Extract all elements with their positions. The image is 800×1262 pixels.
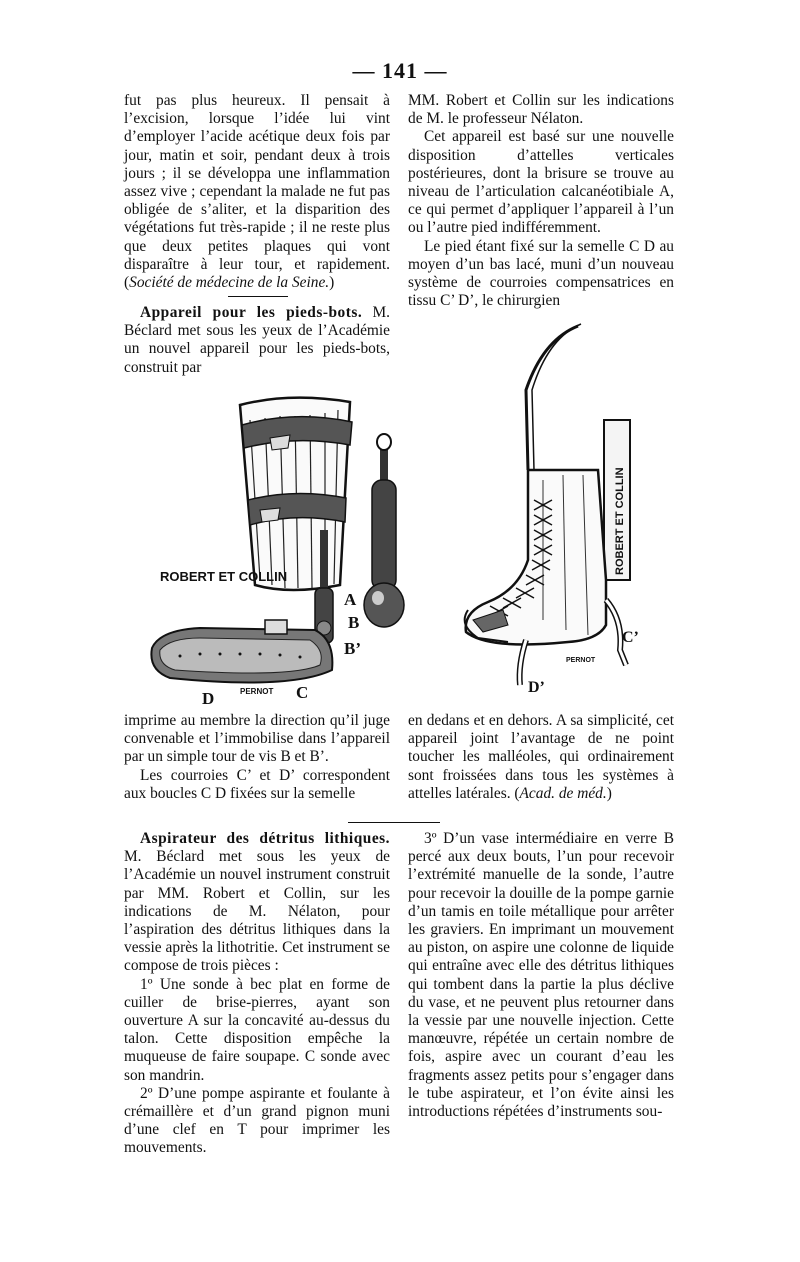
label-c-prime: C’ (622, 629, 639, 646)
section-rule (228, 296, 288, 297)
boot-illustration (448, 320, 668, 700)
label-c: C (296, 683, 309, 702)
item-pompe: 2º D’une pompe aspirante et foulante à crémaillère et d’un grand pignon muni d’une clef en T pour imprimer les mouvements. (124, 1084, 390, 1157)
heading-pieds-bots: Appareil pour les pieds-bots. (140, 304, 363, 321)
item-sonde: 1º Une sonde à bec plat en forme de cuiller de brise-pierres, ayant son ouverture A sur la concavité au-dessus du talon. Cette disposition empêche la muqueuse de faire soupape. C sonde avec son mandrin. (124, 975, 390, 1084)
citation-societe: Société de médecine de la Seine. (129, 274, 330, 292)
label-b: B (348, 613, 360, 632)
brace-illustration (140, 380, 420, 710)
paragraph-en-dedans: en dedans et en dehors. A sa simplicité, cet appareil joint l’avantage de ne point toucher les malléoles, qui ordinairement sont froissées dans tous les systèmes à attelles latérales. (Acad. de méd.) (408, 712, 674, 802)
top-left-column (124, 92, 390, 292)
bottom-right-column (408, 830, 674, 1121)
heading-aspirateur: Aspirateur des détritus lithiques. (140, 830, 390, 847)
label-d: D (202, 689, 215, 708)
brace-maker-label: ROBERT ET COLLIN (160, 569, 288, 584)
boot-maker-label: ROBERT ET COLLIN (614, 467, 626, 575)
item-vase: 3º D’un vase intermédiaire en verre B percé aux deux bouts, l’un pour recevoir l’extrémité manuelle de la sonde, l’autre pour recevoir la douille de la pompe garnie d’un tamis en toile métallique pour arrêter les graviers. En imprimant un mouvement au piston, on aspire une colonne de liquide qui entraîne avec elle des détritus lithiques qui tombent dans la partie la plus déclive du vase, et ne peuvent plus retourner dans la vessie par une nouvelle injection. Cette manœuvre, répétée un certain nombre de fois, aspire avec un courant d’eau les fragments assez petits pour s’engager dans le tube aspirateur, et l’on évite ainsi les introductions répétées d’instruments sou- (408, 830, 674, 1121)
label-a: A (344, 590, 357, 609)
paragraph-courroies: Les courroies C’ et D’ correspondent aux boucles C D fixées sur la semelle (124, 766, 390, 802)
middle-right-column (408, 712, 674, 803)
paragraph-excision: fut pas plus heureux. Il pensait à l’excision, lorsque l’idée lui vint d’employer l’acide acétique deux fois par jour, matin et soir, pendant deux à trois jours ; il se développa une inflammation assez vive ; cependant la malade ne fut pas obligée de s’aliter, et la disparition des végétations fut très-rapide ; il ne reste plus que deux petites plaques qui vont disparaître à leur tour, et rapidement. (Société de médecine de la Seine.) (124, 92, 390, 292)
citation-acad: Acad. de méd. (519, 784, 607, 802)
paragraph-robert-collin: MM. Robert et Collin sur les indications de M. le professeur Nélaton. (408, 92, 674, 128)
middle-left-column (124, 712, 390, 803)
section-divider (348, 822, 440, 823)
paragraph-appareil: Cet appareil est basé sur une nouvelle disposition d’attelles verticales postérieures, dont la brisure se trouve au niveau de l’articulation calcanéotibiale A, ce qui permet d’appliquer l’appareil à l’un ou l’autre pied indifféremment. (408, 128, 674, 237)
pieds-bots-section: Appareil pour les pieds-bots. M. Béclard met sous les yeux de l’Académie un nouvel appareil pour les pieds-bots, construit par (124, 304, 390, 376)
brace-engraver-label: PERNOT (240, 687, 274, 696)
top-right-column (408, 92, 674, 310)
boot-engraver-label: PERNOT (566, 657, 596, 664)
page-number: — 141 — (352, 58, 448, 83)
bottom-left-column: Aspirateur des détritus lithiques. M. Béclard met sous les yeux de l’Académie un nouvel instrument construit par MM. Robert et Collin, sur les indications de M. Nélaton, pour l’aspiration des détritus lithiques dans la vessie après la lithotritie. Cet instrument se compose de trois pièces : 1º Une sonde à bec plat en forme de cuiller de brise-pierres, ayant son ouverture A sur la concavité au-dessus du talon. Cette disposition empêche la muqueuse de faire soupape. C sonde avec son mandrin. 2º D’une pompe aspirante et foulante à crémaillère et d’un grand pignon muni d’une clef en T pour imprimer les mouvements. (124, 830, 390, 1157)
paragraph-pied-fixe: Le pied étant fixé sur la semelle C D au moyen d’un bas lacé, muni d’un nouveau système de courroies compensatrices en tissu C’ D’, le chirurgien (408, 237, 674, 310)
label-b-prime: B’ (344, 639, 361, 658)
paragraph-imprime: imprime au membre la direction qu’il juge convenable et l’immobilise dans l’appareil par un simple tour de vis B et B’. (124, 712, 390, 766)
label-d-prime: D’ (528, 679, 545, 696)
